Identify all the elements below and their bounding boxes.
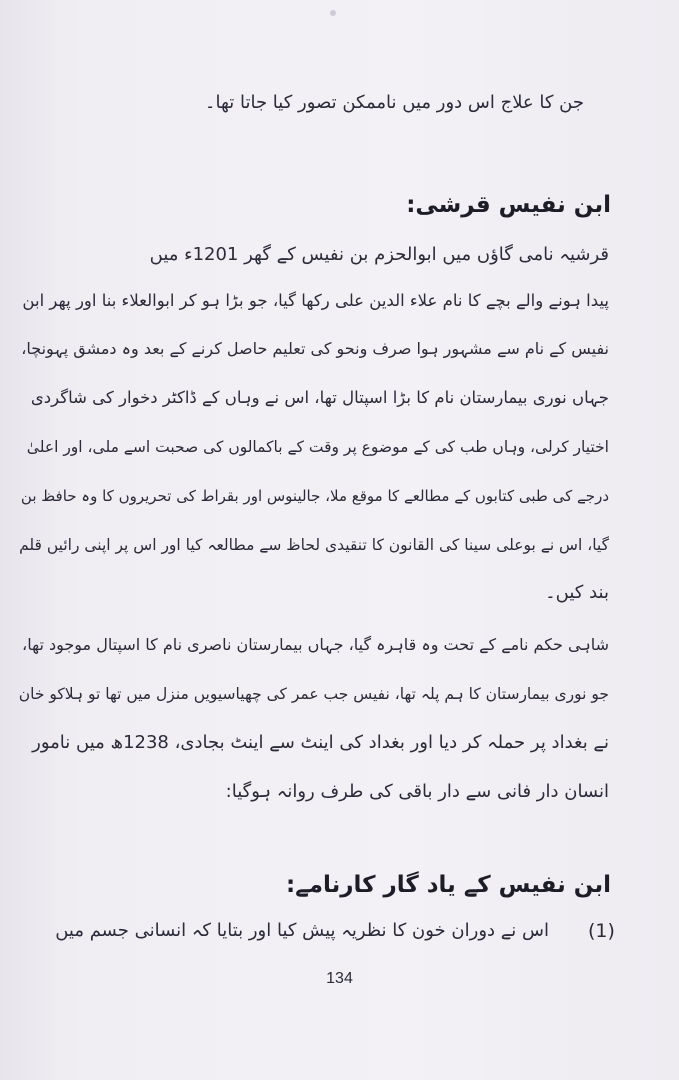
list-item-text: اس نے دوران خون کا نظریہ پیش کیا اور بتایا کہ انسانی جسم میں: [55, 920, 549, 941]
paragraph-line: جو نوری بیمارستان کا ہم پلہ تھا، نفیس جب عمر کی چھیاسیویں منزل میں تھا تو ہلاکو خان: [18, 685, 609, 703]
paragraph-line: جہاں نوری بیمارستان نام کا بڑا اسپتال تھا، اس نے وہاں کے ڈاکٹر دخوار کی شاگردی: [30, 388, 609, 407]
paragraph-line: اختیار کرلی، وہاں طب کی کے موضوع پر وقت کے باکمالوں کی صحبت اسے ملی، اور اعلیٰ: [26, 438, 609, 456]
paragraph-line: قرشیہ نامی گاؤں میں ابوالحزم بن نفیس کے گھر 1201ء میں: [149, 244, 609, 265]
paragraph-line: بند کیں۔: [545, 582, 609, 603]
intro-line: جن کا علاج اس دور میں ناممکن تصور کیا جاتا تھا۔: [204, 92, 584, 113]
paragraph-line: گیا، اس نے بوعلی سینا کی القانون کا تنقیدی لحاظ سے مطالعہ کیا اور اس پر اپنی رائیں قلم: [19, 536, 609, 554]
paragraph-line: درجے کی طبی کتابوں کے مطالعے کا موقع ملا، جالینوس اور بقراط کی تحریروں کا وہ حافظ بن: [20, 487, 609, 505]
paragraph-line: نے بغداد پر حملہ کر دیا اور بغداد کی اینٹ سے اینٹ بجادی، 1238ھ میں نامور: [32, 732, 609, 753]
paragraph-line: شاہی حکم نامے کے تحت وہ قاہرہ گیا، جہاں بیمارستان ناصری نام کا اسپتال موجود تھا،: [22, 635, 609, 654]
page-number: 134: [326, 970, 353, 987]
section-heading-ibn-nafis: ابن نفیس قرشی:: [406, 192, 611, 218]
paragraph-line: انسان دار فانی سے دار باقی کی طرف روانہ ہوگیا:: [225, 781, 609, 802]
paper-speck: [330, 10, 336, 16]
section-heading-achievements: ابن نفیس کے یاد گار کارنامے:: [286, 872, 611, 898]
paragraph-line: نفیس کے نام سے مشہور ہوا صرف ونحو کی تعلیم حاصل کرنے کے بعد وہ دمشق پہونچا،: [21, 339, 609, 358]
list-item-number: (1): [588, 920, 615, 942]
paragraph-line: پیدا ہونے والے بچے کا نام علاء الدین علی رکھا گیا، جو بڑا ہو کر ابوالعلاء بنا اور پھر ابن: [22, 291, 609, 310]
